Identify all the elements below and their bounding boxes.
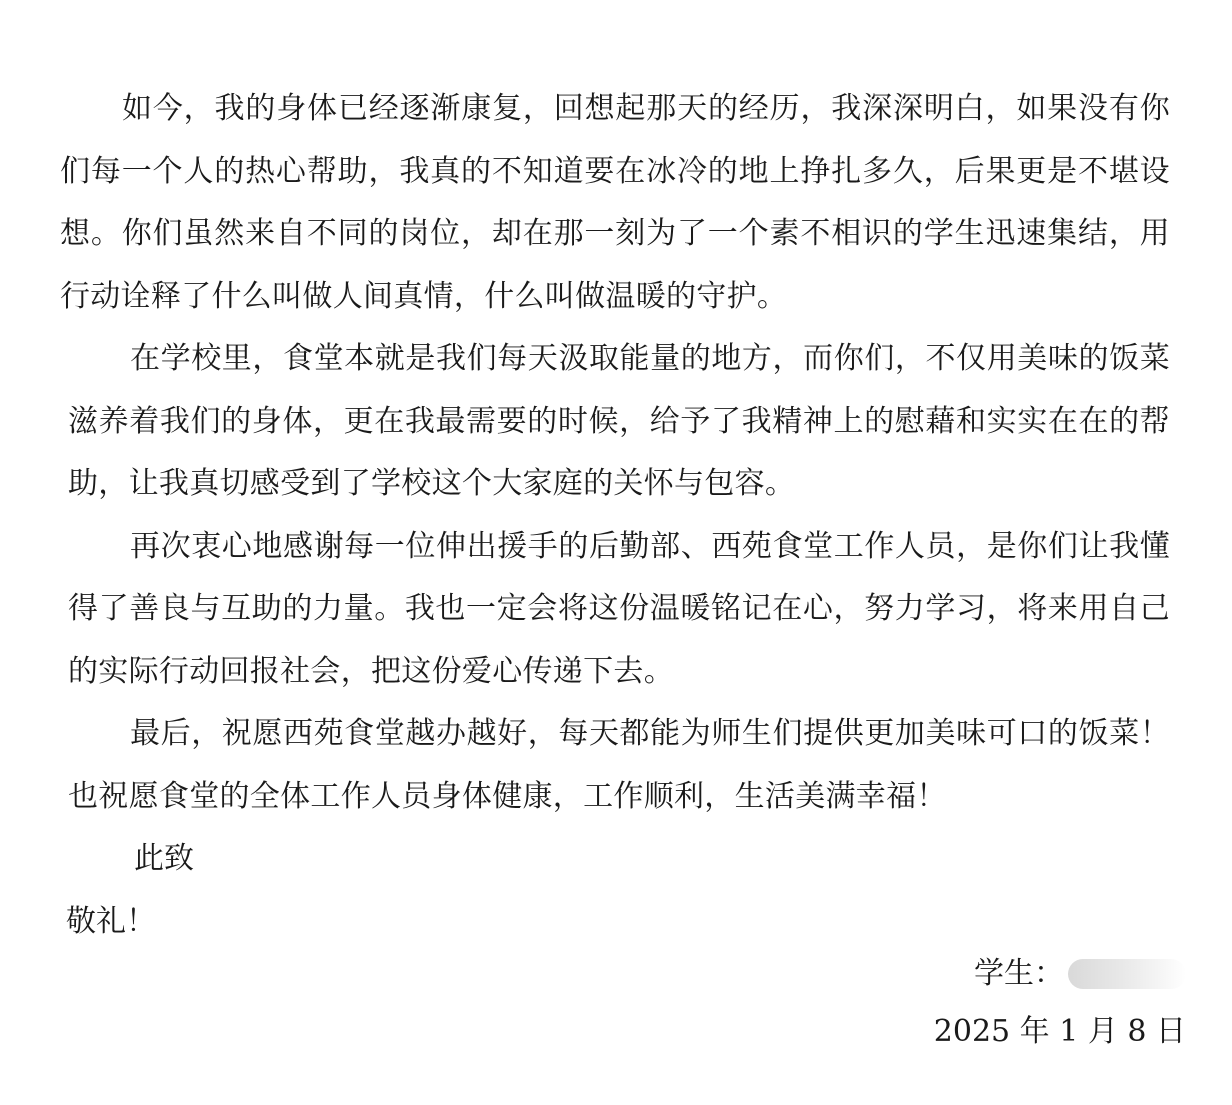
letter-date: 2025 年 1 月 8 日 xyxy=(933,1014,1186,1049)
closing-regards: 敬礼！ xyxy=(66,903,156,939)
signature-label: 学生： xyxy=(974,956,1064,991)
letter-body xyxy=(60,78,1170,953)
paragraph-thanks: 再次衷心地感谢每一位伸出援手的后勤部、西苑食堂工作人员，是你们让我懂得了善良与互助的力量。我也一定会将这份温暖铭记在心，努力学习，将来用自己的实际行动回报社会，把这份爱心传递下去。 xyxy=(68,528,1170,689)
paragraph-recovery: 如今，我的身体已经逐渐康复，回想起那天的经历，我深深明白，如果没有你们每一个人的热心帮助，我真的不知道要在冰冷的地上挣扎多久，后果更是不堪设想。你们虽然来自不同的岗位，却在那一刻为了一个素不相识的学生迅速集结，用行动诠释了什么叫做人间真情，什么叫做温暖的守护。 xyxy=(60,91,1170,314)
redacted-name-blur xyxy=(1068,959,1186,989)
paragraph-canteen: 在学校里，食堂本就是我们每天汲取能量的地方，而你们，不仅用美味的饭菜滋养着我们的身体，更在我最需要的时候，给予了我精神上的慰藉和实实在在的帮助，让我真切感受到了学校这个大家庭的关怀与包容。 xyxy=(68,341,1170,501)
signature-block xyxy=(934,945,1186,1061)
signature-row xyxy=(934,945,1186,1003)
paragraph-wishes: 最后，祝愿西苑食堂越办越好，每天都能为师生们提供更加美味可口的饭菜！也祝愿食堂的全体工作人员身体健康，工作顺利，生活美满幸福！ xyxy=(68,716,1170,814)
closing-salutation: 此致 xyxy=(134,841,194,876)
